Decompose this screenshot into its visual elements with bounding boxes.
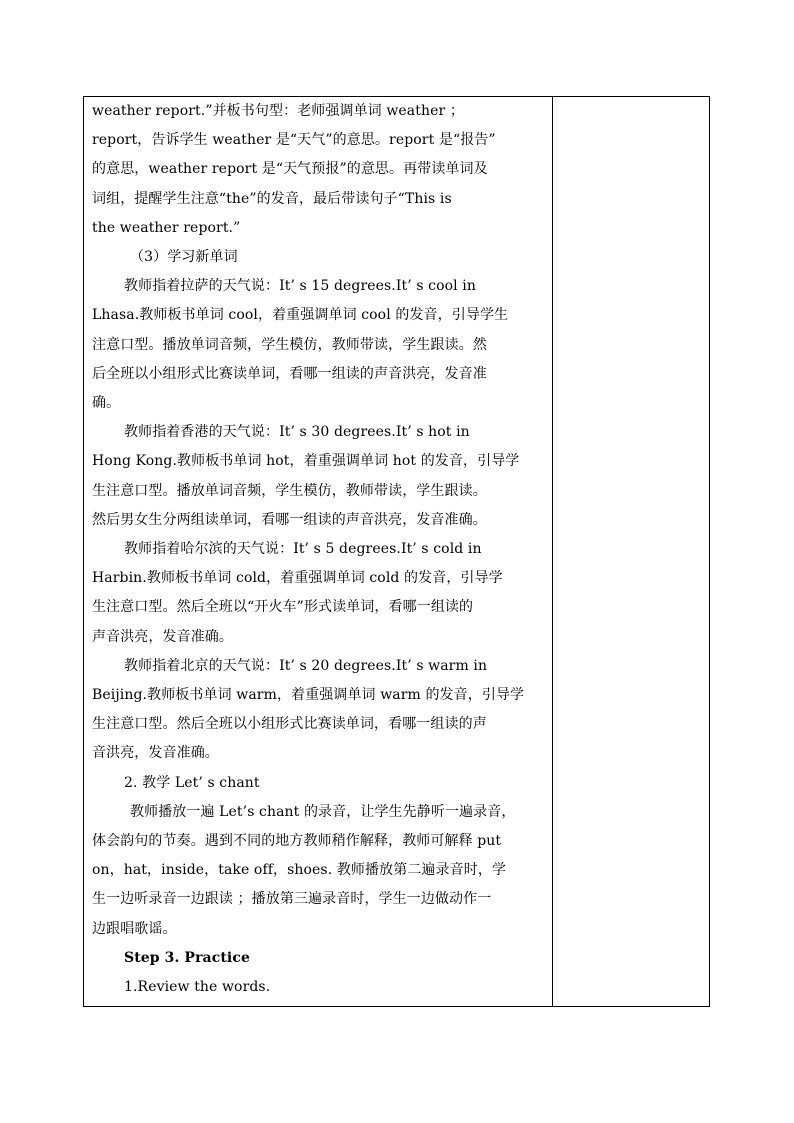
text-line: 音洪亮，发音准确。	[92, 745, 219, 762]
table-row	[84, 97, 710, 1007]
text-line: 教师指着拉萨的天气说：It’ s 15 degrees.It’ s cool in	[124, 278, 476, 295]
text-line: 确。	[92, 395, 121, 412]
text-line: 生注意口型。播放单词音频，学生模仿，教师带读，学生跟读。	[92, 482, 487, 499]
text-line: 2. 教学 Let’ s chant	[124, 774, 260, 791]
paragraph-harbin	[92, 535, 546, 652]
text-line: report，告诉学生 weather 是“天气”的意思。report 是“报告”	[92, 132, 496, 149]
paragraph-chant	[92, 798, 546, 944]
text-line: 生注意口型。然后全班以小组形式比赛读单词，看哪一组读的声	[92, 716, 487, 733]
text-line: weather report.”并板书句型：老师强调单词 weather ；	[92, 103, 464, 119]
text-line: Beijing.教师板书单词 warm，着重强调单词 warm 的发音，引导学	[92, 687, 525, 704]
text-line: 生一边听录音一边跟读 ；播放第三遍录音时，学生一边做动作一	[92, 891, 492, 908]
paragraph-hong-kong	[92, 418, 546, 535]
paragraph-beijing	[92, 652, 546, 769]
text-line: 教师指着北京的天气说：It’ s 20 degrees.It’ s warm in	[124, 657, 488, 674]
lesson-text	[84, 97, 552, 1002]
main-content-cell	[84, 97, 553, 1007]
heading-lets-chant	[92, 769, 546, 798]
text-line: Hong Kong.教师板书单词 hot，着重强调单词 hot 的发音，引导学	[92, 453, 520, 470]
text-line: on，hat，inside，take off，shoes. 教师播放第二遍录音时，学	[92, 862, 507, 879]
text-line: 然后男女生分两组读单词，看哪一组读的声音洪亮，发音准确。	[92, 511, 487, 528]
text-line: 的意思，weather report 是“天气预报”的意思。再带读单词及	[92, 161, 488, 178]
text-line: 边跟唱歌谣。	[92, 920, 177, 937]
heading-step-3	[92, 944, 546, 973]
notes-cell	[553, 97, 710, 1007]
text-line: 生注意口型。然后全班以“开火车”形式读单词，看哪一组读的	[92, 599, 474, 616]
paragraph-review	[92, 973, 546, 1002]
text-line: 词组，提醒学生注意“the”的发音，最后带读句子“This is	[92, 190, 452, 207]
text-line: Step 3. Practice	[124, 949, 250, 966]
heading-new-words	[92, 243, 546, 272]
text-line: 体会韵句的节奏。遇到不同的地方教师稍作解释，教师可解释 put	[92, 833, 502, 850]
text-line: 教师播放一遍 Let’s chant 的录音，让学生先静听一遍录音，	[130, 803, 516, 820]
text-line: Lhasa.教师板书单词 cool，着重强调单词 cool 的发音，引导学生	[92, 307, 509, 324]
text-line: Harbin.教师板书单词 cold，着重强调单词 cold 的发音，引导学	[92, 570, 503, 587]
paragraph-weather-report	[92, 97, 546, 243]
text-line: 教师指着香港的天气说：It’ s 30 degrees.It’ s hot in	[124, 424, 470, 441]
text-line: （3）学习新单词	[130, 249, 238, 266]
text-line: 1.Review the words.	[124, 979, 271, 996]
text-line: 声音洪亮，发音准确。	[92, 628, 233, 645]
text-line: 后全班以小组形式比赛读单词，看哪一组读的声音洪亮，发音准	[92, 365, 487, 382]
text-line: the weather report.”	[92, 219, 241, 236]
paragraph-lhasa	[92, 272, 546, 418]
text-line: 注意口型。播放单词音频，学生模仿，教师带读，学生跟读。然	[92, 336, 487, 353]
text-line: 教师指着哈尔滨的天气说：It’ s 5 degrees.It’ s cold in	[124, 541, 482, 558]
lesson-plan-table	[83, 96, 710, 1007]
